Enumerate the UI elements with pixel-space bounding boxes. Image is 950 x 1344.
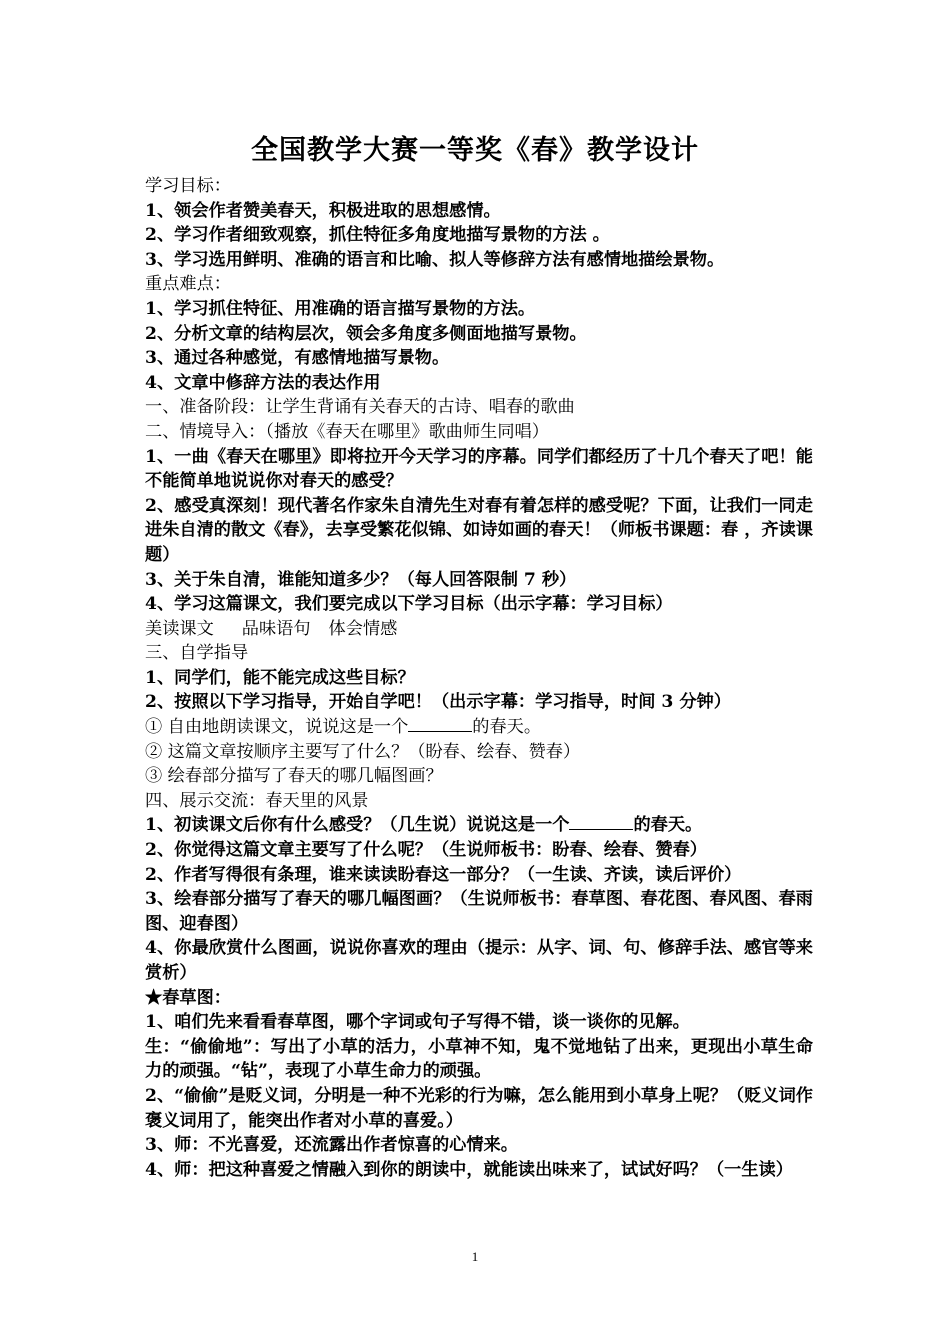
paragraph: 3、学习选用鲜明、准确的语言和比喻、拟人等修辞方法有感情地描绘景物。 bbox=[145, 249, 725, 270]
paragraph: 4、你最欣赏什么图画，说说你喜欢的理由（提示：从字、词、句、修辞手法、感官等来赏析） bbox=[145, 938, 813, 983]
paragraph: 4、师：把这种喜爱之情融入到你的朗读中，就能读出味来了，试试好吗？（一生读） bbox=[145, 1159, 793, 1180]
fill-blank bbox=[569, 813, 633, 830]
goal-item: 美读课文 bbox=[145, 618, 214, 639]
paragraph: 4、学习这篇课文，我们要完成以下学习目标（出示字幕：学习目标） bbox=[145, 594, 673, 615]
page-number: 1 bbox=[471, 1249, 479, 1264]
paragraph: 2、学习作者细致观察，抓住特征多角度地描写景物的方法 。 bbox=[145, 225, 610, 246]
paragraph: ② 这篇文章按顺序主要写了什么？（盼春、绘春、赞春） bbox=[145, 741, 581, 762]
paragraph: ① 自由地朗读课文，说说这是一个 的春天。 bbox=[145, 717, 542, 738]
page-title: 全国教学大赛一等奖《春》教学设计 bbox=[251, 135, 699, 166]
goal-item: 体会情感 bbox=[328, 618, 398, 639]
paragraph: 1、一曲《春天在哪里》即将拉开今天学习的序幕。同学们都经历了十几个春天了吧！能不能简单地说说你对春天的感受？ bbox=[145, 446, 813, 492]
paragraph: 3、通过各种感觉，有感情地描写景物。 bbox=[145, 348, 450, 369]
paragraph: ③ 绘春部分描写了春天的哪几幅图画？ bbox=[145, 766, 443, 787]
learning-goals bbox=[145, 617, 813, 642]
section-heading: ★春草图： bbox=[145, 987, 231, 1008]
paragraph: 2、分析文章的结构层次，领会多角度多侧面地描写景物。 bbox=[145, 323, 587, 344]
paragraph: 1、领会作者赞美春天，积极进取的思想感情。 bbox=[145, 200, 501, 221]
paragraph: 1、同学们，能不能完成这些目标？ bbox=[145, 667, 415, 688]
document-body bbox=[145, 174, 813, 1182]
paragraph: 2、作者写得很有条理，谁来读读盼春这一部分？（一生读、齐读，读后评价） bbox=[145, 864, 742, 885]
paragraph: 1、咱们先来看看春草图，哪个字词或句子写得不错，谈一谈你的见解。 bbox=[145, 1012, 690, 1033]
paragraph: 重点难点： bbox=[145, 274, 231, 295]
paragraph: 3、绘春部分描写了春天的哪几幅图画？（生说师板书：春草图、春花图、春风图、春雨图、迎春图） bbox=[145, 889, 813, 934]
section-heading: 三、自学指导 bbox=[145, 643, 249, 664]
paragraph: 2、“偷偷”是贬义词，分明是一种不光彩的行为嘛，怎么能用到小草身上呢？（贬义词作褒义词用了，能突出作者对小草的喜爱。） bbox=[145, 1085, 813, 1131]
paragraph: 二、情境导入：（播放《春天在哪里》歌曲师生同唱） bbox=[145, 421, 549, 442]
paragraph: 2、感受真深刻！现代著名作家朱自清先生对春有着怎样的感受呢？下面，让我们一同走进朱自清的散文《春》，去享受繁花似锦、如诗如画的春天！（师板书课题：春 ，齐读课题） bbox=[145, 495, 813, 565]
paragraph: 2、按照以下学习指导，开始自学吧！（出示字幕：学习指导，时间 3 分钟） bbox=[145, 692, 731, 713]
paragraph: 1、初读课文后你有什么感受？（几生说）说说这是一个 的春天。 bbox=[145, 815, 703, 836]
fill-blank bbox=[408, 715, 472, 732]
paragraph: 1、学习抓住特征、用准确的语言描写景物的方法。 bbox=[145, 298, 536, 319]
section-heading: 四、展示交流：春天里的风景 bbox=[145, 790, 369, 811]
paragraph: 一、准备阶段：让学生背诵有关春天的古诗、唱春的歌曲 bbox=[145, 397, 575, 418]
paragraph: 3、关于朱自清，谁能知道多少？（每人回答限制 7 秒） bbox=[145, 569, 577, 590]
paragraph: 3、师：不光喜爱，还流露出作者惊喜的心情来。 bbox=[145, 1135, 518, 1156]
paragraph: 4、文章中修辞方法的表达作用 bbox=[145, 372, 381, 393]
paragraph: 学习目标： bbox=[145, 176, 231, 196]
paragraph: 生：“偷偷地”：写出了小草的活力，小草神不知，鬼不觉地钻了出来，更现出小草生命力的顽强。“钻”，表现了小草生命力的顽强。 bbox=[145, 1036, 813, 1082]
paragraph: 2、你觉得这篇文章主要写了什么呢？（生说师板书：盼春、绘春、赞春） bbox=[145, 840, 707, 861]
goal-item: 品味语句 bbox=[241, 618, 311, 639]
